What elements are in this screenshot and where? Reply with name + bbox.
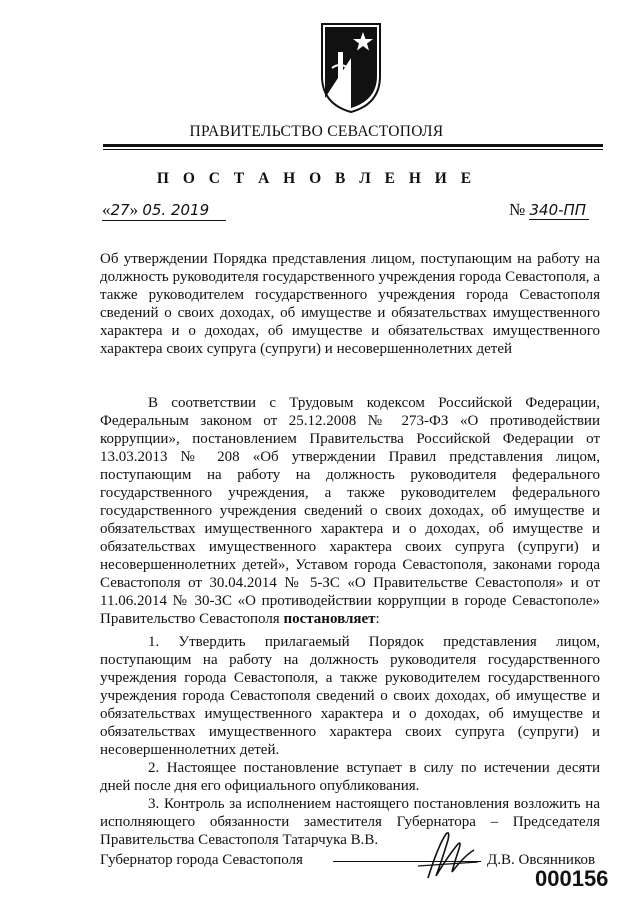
resolution-item: 3. Контроль за исполнением настоящего постановления возложить на исполняющего обязанности заместителя Губернатора – Председателя Правительства Севастополя Татарчука В.В. [100,796,600,848]
resolution-item: 1. Утвердить прилагаемый Порядок представления лицом, поступающим на работу на должность руководителя государственного учреждения города Севастополя, а также руководителем государственного учреждения города Севастополя сведений о своих доходах, об имуществе и обязательствах имущественного характера и о доходах, об имуществе и обязательствах имущественного характера своих супруга (супруги) и несовершеннолетних детей. [100,634,600,758]
handwritten-signature [408,826,498,886]
header-rule-thin [103,149,603,150]
date-open-quote: « [102,200,111,219]
date-close-quote: » [129,200,139,219]
header-rule-thick [103,144,603,147]
document-number [509,200,589,220]
serial-number: 000156 [535,866,609,891]
document-date [102,200,242,221]
signatory-position: Губернатор города Севастополя [100,852,303,868]
number-prefix: № [509,200,526,219]
legal-basis-text: В соответствии с Трудовым кодексом Российской Федерации, Федеральным законом от 25.12.2008 № 273-ФЗ «О противодействии коррупции», постановлением Правительства Российской Федерации от 13.03.2013 № 208 «Об утверждении Правил представления лицом, поступающим на работу на должность руководителя федерального государственного учреждения, а также руководителем федерального государственного учреждения сведений о своих доходах, об имуществе и обязательствах имущественного характера и о доходах, об имуществе и обязательствах имущественного характера своих супруга (супруги) и несовершеннолетних детей», Уставом города Севастополя, законами города Севастополя от 30.04.2014 № 5-ЗС «О Правительстве Севастополя» и от 11.06.2014 № 30-ЗС «О противодействии коррупции в городе Севастополе» Правительство Севастополя [100,395,600,627]
signatory-name: Д.В. Овсянников [487,852,596,868]
resolution-item: 2. Настоящее постановление вступает в силу по истечении десяти дней после дня его официального опубликования. [100,760,600,794]
legal-basis-paragraph [100,394,600,628]
resolution-items [100,633,600,849]
date-day: 27 [110,201,130,219]
resolves-word: постановляет [283,611,376,627]
coat-of-arms-emblem [316,18,386,114]
legal-basis [100,394,600,628]
government-title: ПРАВИТЕЛЬСТВО СЕВАСТОПОЛЯ [189,123,444,140]
document-subject: Об утверждении Порядка представления лицом, поступающим на работу на должность руководителя государственного учреждения города Севастополя, а также руководителем государственного учреждения города Севастополя сведений о своих доходах, об имуществе и обязательствах имущественного характера и о доходах, об имуществе и обязательствах имущественного характера своих супруга (супруги) и несовершеннолетних детей [100,251,600,357]
date-month-year: 05. 2019 [142,201,210,219]
resolves-colon: : [375,611,380,627]
date-underline [102,200,226,221]
document-type-title: П О С Т А Н О В Л Е Н И Е [156,170,477,187]
number-value: 340-ПП [529,201,589,220]
